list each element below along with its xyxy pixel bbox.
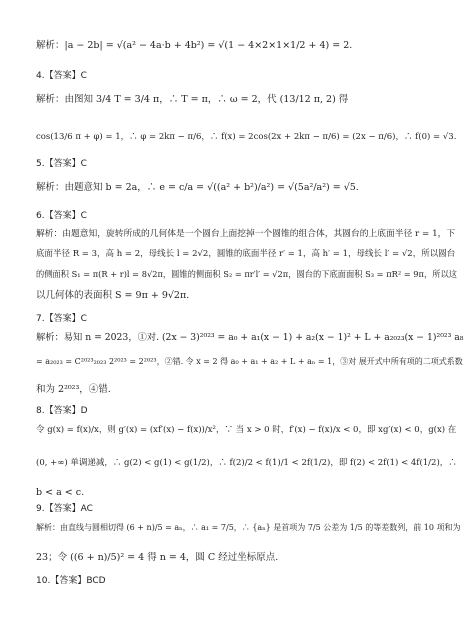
solution-line-3: 解析：|a − 2b| = √(a² − 4a·b + 4b²) = √(1 − 4×2×1×1/2 + 4) = 2. (36, 40, 353, 51)
answer-label-5: 5.【答案】C (36, 159, 87, 169)
solution-line-4b: cos(13/6 π + φ) = 1，∴ φ = 2kπ − π/6，∴ f(x) = 2cos(2x + 2kπ − π/6) = (2x − π/6)，∴ f(0) = √3. (36, 132, 457, 142)
solution-line-6d: 以几何体的表面积 S = 9π + 9√2π. (36, 290, 190, 301)
answer-label-10: 10.【答案】BCD (36, 576, 106, 586)
solution-line-6c: 的侧面积 S₁ = π(R + r)l = 8√2π，圆锥的侧面积 S₂ = πr′l′ = √2π，圆台的下底面面积 S₃ = πR² = 9π，所以这 (36, 269, 457, 279)
answer-label-9: 9.【答案】AC (36, 504, 93, 514)
solution-line-8a: 令 g(x) = f(x)/x，则 g′(x) = (xf′(x) − f(x))/x²，∵ 当 x > 0 时，f′(x) − f(x)/x < 0，即 xg′(x) < 0，g(x) 在 (36, 425, 457, 435)
solution-line-5: 解析：由题意知 b = 2a，∴ e = c/a = √((a² + b²)/a²) = √(5a²/a²) = √5. (36, 182, 359, 193)
solution-line-4a: 解析：由图知 3/4 T = 3/4 π，∴ T = π，∴ ω = 2，代 (13/12 π, 2) 得 (36, 94, 349, 105)
solution-line-7b: = a₂₀₂₃ = C²⁰²³₂₀₂₃ 2²⁰²³ = 2²⁰²³，②错. 令 x = 2 得 a₀ + a₁ + a₂ + L + aₙ = 1，③对 展开式中所有项的二项式系数 (36, 357, 463, 366)
solution-line-8c: b < a < c. (36, 487, 85, 498)
answer-label-8: 8.【答案】D (36, 406, 88, 416)
solution-line-8b: (0, +∞) 单调递减，∴ g(2) < g(1) < g(1/2)，∴ f(2)/2 < f(1)/1 < 2f(1/2)，即 f(2) < 2f(1) < 4f(1/2)，∴ (36, 458, 457, 468)
answer-label-7: 7.【答案】C (36, 314, 87, 324)
solution-line-9b: 23；令 ((6 + n)/5)² = 4 得 n = 4，圆 C 经过坐标原点. (36, 552, 279, 563)
solution-line-9a: 解析：由直线与圆相切得 (6 + n)/5 = aₙ，∴ a₁ = 7/5，∴ {aₙ} 是首项为 7/5 公差为 1/5 的等差数列，前 10 项和为 (36, 523, 461, 532)
solution-line-6a: 解析：由题意知，旋转所成的几何体是一个圆台上面挖掉一个圆锥的组合体，其圆台的上底面半径 r = 1，下 (36, 229, 456, 239)
answer-label-4: 4.【答案】C (36, 71, 87, 81)
solution-line-7c: 和为 2²⁰²³，④错. (36, 384, 111, 395)
solution-line-6b: 底面半径 R = 3，高 h = 2，母线长 l = 2√2，圆锥的底面半径 r′ = 1，高 h′ = 1，母线长 l′ = √2，所以圆台 (36, 249, 456, 259)
answer-label-6: 6.【答案】C (36, 211, 87, 221)
solution-line-7a: 解析：易知 n = 2023，①对. (2x − 3)²⁰²³ = a₀ + a₁(x − 1) + a₂(x − 1)² + L + a₂₀₂₃(x − 1)²⁰²³ a₈ (36, 332, 464, 343)
